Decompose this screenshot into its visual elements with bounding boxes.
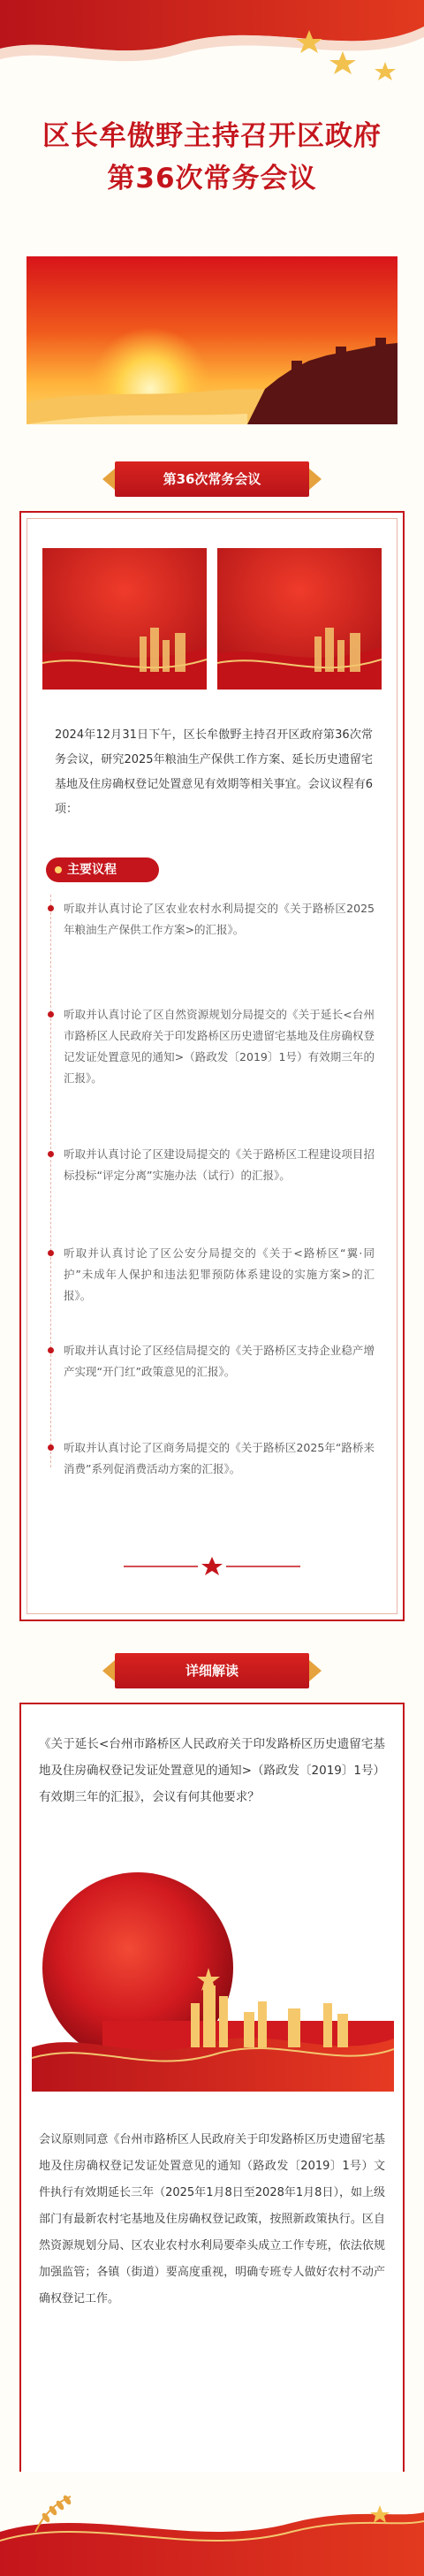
section-badge-meeting: 第36次常务会议 bbox=[115, 461, 309, 497]
meeting-intro-paragraph: 2024年12月31日下午，区长牟傲野主持召开区政府第36次常务会议，研究2025年粮油生产保供工作方案、延长历史遗留宅基地及住房确权登记处置意见有效期等相关事宜。会议议程有6项： bbox=[55, 728, 373, 816]
bullet-dot-icon bbox=[48, 1444, 54, 1451]
dot-icon bbox=[55, 866, 62, 873]
detail-question: 《关于延长<台州市路桥区人民政府关于印发路桥区历史遗留宅基地及住房确权登记发证处置意见的通知>（路政发〔2019〕1号）有效期三年的汇报》，会议有何其他要求？ bbox=[39, 1737, 385, 1804]
timeline-line bbox=[50, 895, 51, 1467]
star-icon bbox=[201, 1557, 223, 1575]
hero-image bbox=[26, 256, 398, 424]
red-banner-image-right bbox=[217, 548, 382, 690]
red-banner-image-left bbox=[42, 548, 207, 690]
bullet-dot-icon bbox=[48, 905, 54, 911]
agenda-item-1: 听取并认真讨论了区农业农村水利局提交的《关于路桥区2025年粮油生产保供工作方案>的汇报》。 bbox=[64, 902, 375, 936]
bottom-wave-decoration bbox=[0, 2470, 424, 2576]
topics-label: 主要议程 bbox=[67, 863, 117, 877]
topics-label-pill bbox=[46, 857, 159, 882]
detail-answer: 会议原则同意《台州市路桥区人民政府关于印发路桥区历史遗留宅基地及住房确权登记发证处置意见的通知（路政发〔2019〕1号）文件执行有效期延长三年（2025年1月8日至2028年1月8日），如上级部门有最新农村宅基地及住房确权登记政策，按照新政策执行。区自然资源规划分局、区农业农村水利局要牵头成立工作专班，依法依规加强监管；各镇（街道）要高度重视，明确专班专人做好农村不动产确权登记工作。 bbox=[39, 2133, 385, 2305]
agenda-item-6: 听取并认真讨论了区商务局提交的《关于路桥区2025年“路桥来消费”系列促消费活动方案的汇报》。 bbox=[64, 1441, 375, 1475]
star-divider bbox=[124, 1556, 300, 1577]
bullet-dot-icon bbox=[48, 1011, 54, 1017]
top-wave-decoration bbox=[0, 0, 424, 97]
bullet-dot-icon bbox=[48, 1347, 54, 1353]
title-line-2: 第36次常务会议 bbox=[107, 163, 317, 194]
agenda-item-3: 听取并认真讨论了区建设局提交的《关于路桥区工程建设项目招标投标“评定分离”实施办法（试行）的汇报》。 bbox=[64, 1147, 375, 1182]
agenda-item-4: 听取并认真讨论了区公安分局提交的《关于<路桥区“翼·同护”未成年人保护和违法犯罪预防体系建设的实施方案>的汇报》。 bbox=[64, 1246, 375, 1302]
bullet-dot-icon bbox=[48, 1250, 54, 1256]
red-sphere-skyline-image bbox=[32, 1871, 394, 2092]
page-title bbox=[0, 115, 424, 200]
agenda-item-5: 听取并认真讨论了区经信局提交的《关于路桥区支持企业稳产增产实现“开门红”政策意见的汇报》。 bbox=[64, 1344, 375, 1378]
bullet-dot-icon bbox=[48, 1151, 54, 1157]
title-line-1: 区长牟傲野主持召开区政府 bbox=[42, 120, 382, 152]
agenda-item-2: 听取并认真讨论了区自然资源规划分局提交的《关于延长<台州市路桥区人民政府关于印发路桥区历史遗留宅基地及住房确权登记发证处置意见的通知>（路政发〔2019〕1号）有效期三年的汇报》。 bbox=[64, 1008, 375, 1085]
section-badge-detail: 详细解读 bbox=[115, 1653, 309, 1688]
